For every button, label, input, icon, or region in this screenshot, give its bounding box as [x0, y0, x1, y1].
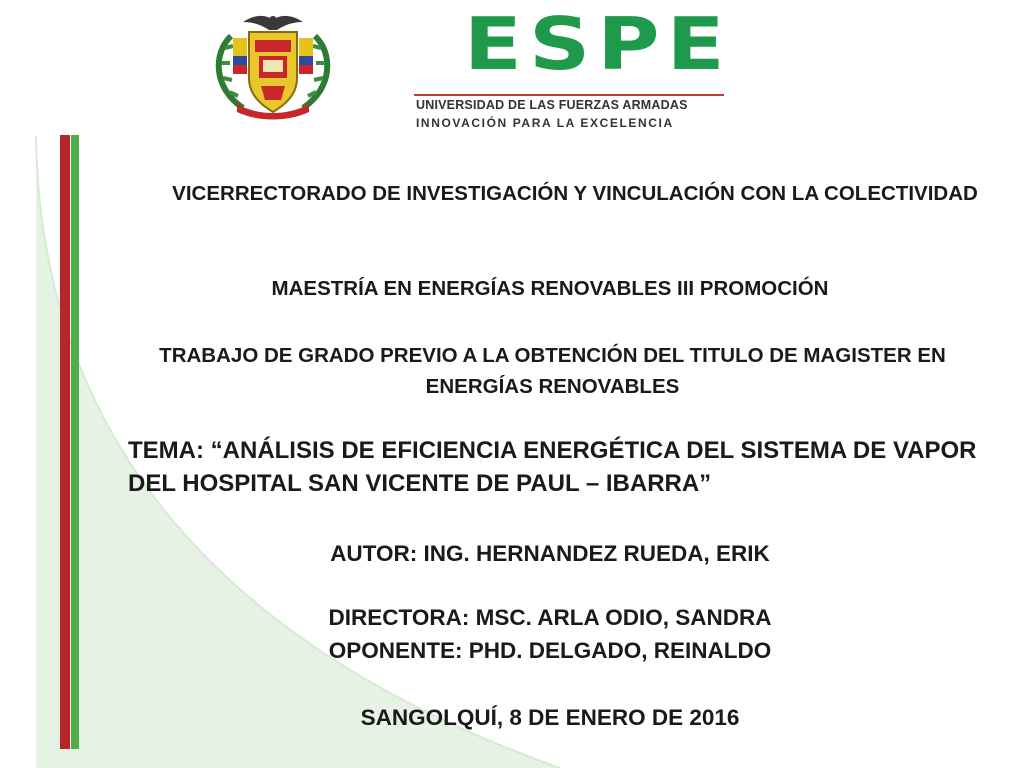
opponent-line: OPONENTE: PHD. DELGADO, REINALDO: [328, 638, 772, 663]
maestria-heading: MAESTRÍA EN ENERGÍAS RENOVABLES III PROMOCIÓN: [271, 277, 829, 300]
vicerrectorado-heading: VICERRECTORADO DE INVESTIGACIÓN Y VINCULACIÓN CON LA COLECTIVIDAD: [172, 182, 978, 205]
green-stripe: [71, 135, 79, 749]
trabajo-heading: TRABAJO DE GRADO PREVIO A LA OBTENCIÓN DEL TITULO DE MAGISTER EN ENERGÍAS RENOVABLES: [159, 344, 946, 398]
logo-subtitle-university: UNIVERSIDAD DE LAS FUERZAS ARMADAS: [416, 98, 688, 112]
logo-subtitle-motto: INNOVACIÓN PARA LA EXCELENCIA: [416, 116, 674, 130]
director-line: DIRECTORA: MSC. ARLA ODIO, SANDRA: [328, 605, 772, 630]
author-line: AUTOR: ING. HERNANDEZ RUEDA, ERIK: [330, 541, 770, 566]
date-line: SANGOLQUÍ, 8 DE ENERO DE 2016: [360, 705, 740, 730]
logo-divider: [414, 94, 724, 96]
red-stripe: [60, 135, 70, 749]
thesis-topic: TEMA: “ANÁLISIS DE EFICIENCIA ENERGÉTICA DEL SISTEMA DE VAPOR DEL HOSPITAL SAN VICENTE DE PAUL – IBARRA”: [128, 437, 977, 497]
university-seal-icon: [203, 8, 343, 120]
espe-logo: [412, 2, 732, 132]
logo-wordmark: ESPE: [463, 2, 732, 86]
